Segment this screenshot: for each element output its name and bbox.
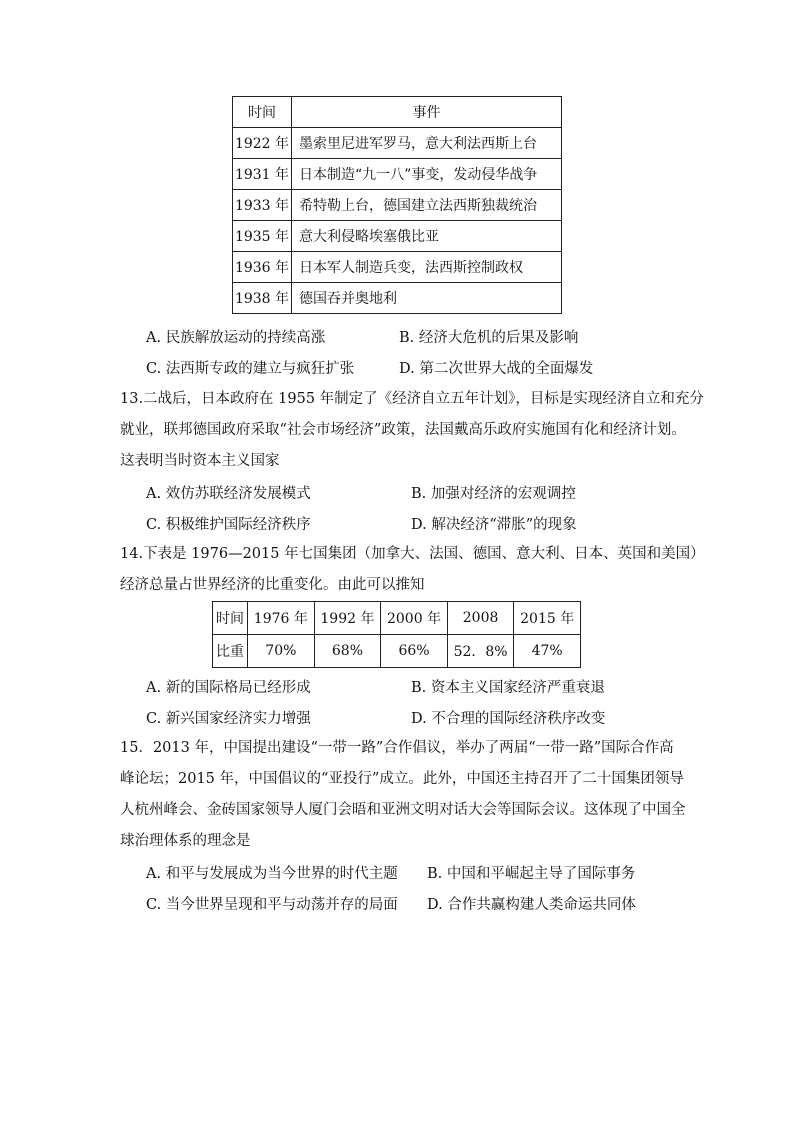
g7-share-table xyxy=(212,601,581,668)
year-cell: 1936 年 xyxy=(233,252,292,283)
year-cell: 1922 年 xyxy=(233,128,292,159)
table-row xyxy=(233,159,562,190)
q15-stem-line-2: 峰论坛；2015 年，中国倡议的“亚投行”成立。此外，中国还主持召开了二十国集团领导 xyxy=(120,771,684,787)
q12-option-c: C. 法西斯专政的建立与疯狂扩张 xyxy=(146,361,355,377)
q12-option-a: A. 民族解放运动的持续高涨 xyxy=(146,330,326,346)
header-cell-event: 事件 xyxy=(292,97,562,128)
q14-option-b: B. 资本主义国家经济严重衰退 xyxy=(411,680,605,696)
q14-stem-line-2: 经济总量占世界经济的比重变化。由此可以推知 xyxy=(120,577,425,593)
q13-stem-line-2: 就业，联邦德国政府采取“社会市场经济”政策，法国戴高乐政府实施国有化和经济计划。 xyxy=(120,422,686,438)
value-cell: 70% xyxy=(248,635,315,668)
q14-option-c: C. 新兴国家经济实力增强 xyxy=(146,711,311,727)
q14-stem-line-1: 14.下表是 1976—2015 年七国集团（加拿大、法国、德国、意大利、日本、英国和美国） xyxy=(120,546,705,562)
table-row xyxy=(233,283,562,314)
year-cell: 1933 年 xyxy=(233,190,292,221)
q13-option-c: C. 积极维护国际经济秩序 xyxy=(146,517,311,533)
q15-option-a: A. 和平与发展成为当今世界的时代主题 xyxy=(146,866,398,882)
event-cell: 日本军人制造兵变，法西斯控制政权 xyxy=(292,252,562,283)
table-row xyxy=(233,190,562,221)
value-cell: 47% xyxy=(514,635,581,668)
q15-stem-line-4: 球治理体系的理念是 xyxy=(120,833,251,849)
row-label-cell: 比重 xyxy=(213,635,248,668)
header-cell: 2000 年 xyxy=(381,602,448,635)
table-header-row xyxy=(233,97,562,128)
event-cell: 日本制造“九一八”事变，发动侵华战争 xyxy=(292,159,562,190)
header-cell: 2008 xyxy=(447,602,514,635)
q13-option-d: D. 解决经济“滞胀”的现象 xyxy=(411,517,577,533)
table-row xyxy=(213,635,581,668)
q15-stem-line-1: 15．2013 年，中国提出建设“一带一路”合作倡议，举办了两届“一带一路”国际合作高 xyxy=(120,740,674,756)
value-cell: 52．8% xyxy=(447,635,514,668)
header-cell: 1992 年 xyxy=(314,602,381,635)
event-cell: 墨索里尼进军罗马，意大利法西斯上台 xyxy=(292,128,562,159)
value-cell: 66% xyxy=(381,635,448,668)
q14-option-a: A. 新的国际格局已经形成 xyxy=(146,680,311,696)
q15-stem-line-3: 人杭州峰会、金砖国家领导人厦门会晤和亚洲文明对话大会等国际会议。这体现了中国全 xyxy=(120,802,686,818)
event-cell: 希特勒上台，德国建立法西斯独裁统治 xyxy=(292,190,562,221)
table-row xyxy=(233,252,562,283)
event-cell: 德国吞并奥地利 xyxy=(292,283,562,314)
header-cell: 1976 年 xyxy=(248,602,315,635)
q12-option-d: D. 第二次世界大战的全面爆发 xyxy=(399,361,594,377)
year-cell: 1935 年 xyxy=(233,221,292,252)
q13-option-a: A. 效仿苏联经济发展模式 xyxy=(146,486,311,502)
q14-option-d: D. 不合理的国际经济秩序改变 xyxy=(411,711,606,727)
value-cell: 68% xyxy=(314,635,381,668)
header-cell: 2015 年 xyxy=(514,602,581,635)
year-cell: 1938 年 xyxy=(233,283,292,314)
q15-option-c: C. 当今世界呈现和平与动荡并存的局面 xyxy=(146,897,398,913)
table-row xyxy=(233,221,562,252)
events-table xyxy=(232,96,562,314)
year-cell: 1931 年 xyxy=(233,159,292,190)
event-cell: 意大利侵略埃塞俄比亚 xyxy=(292,221,562,252)
header-cell-time: 时间 xyxy=(233,97,292,128)
q12-option-b: B. 经济大危机的后果及影响 xyxy=(399,330,579,346)
q15-option-b: B. 中国和平崛起主导了国际事务 xyxy=(427,866,636,882)
q13-stem-line-3: 这表明当时资本主义国家 xyxy=(120,453,280,469)
q13-option-b: B. 加强对经济的宏观调控 xyxy=(411,486,576,502)
table-row xyxy=(233,128,562,159)
q13-stem-line-1: 13.二战后，日本政府在 1955 年制定了《经济自立五年计划》，目标是实现经济自立和充分 xyxy=(120,391,704,407)
table-header-row xyxy=(213,602,581,635)
header-cell: 时间 xyxy=(213,602,248,635)
q15-option-d: D. 合作共赢构建人类命运共同体 xyxy=(427,897,636,913)
